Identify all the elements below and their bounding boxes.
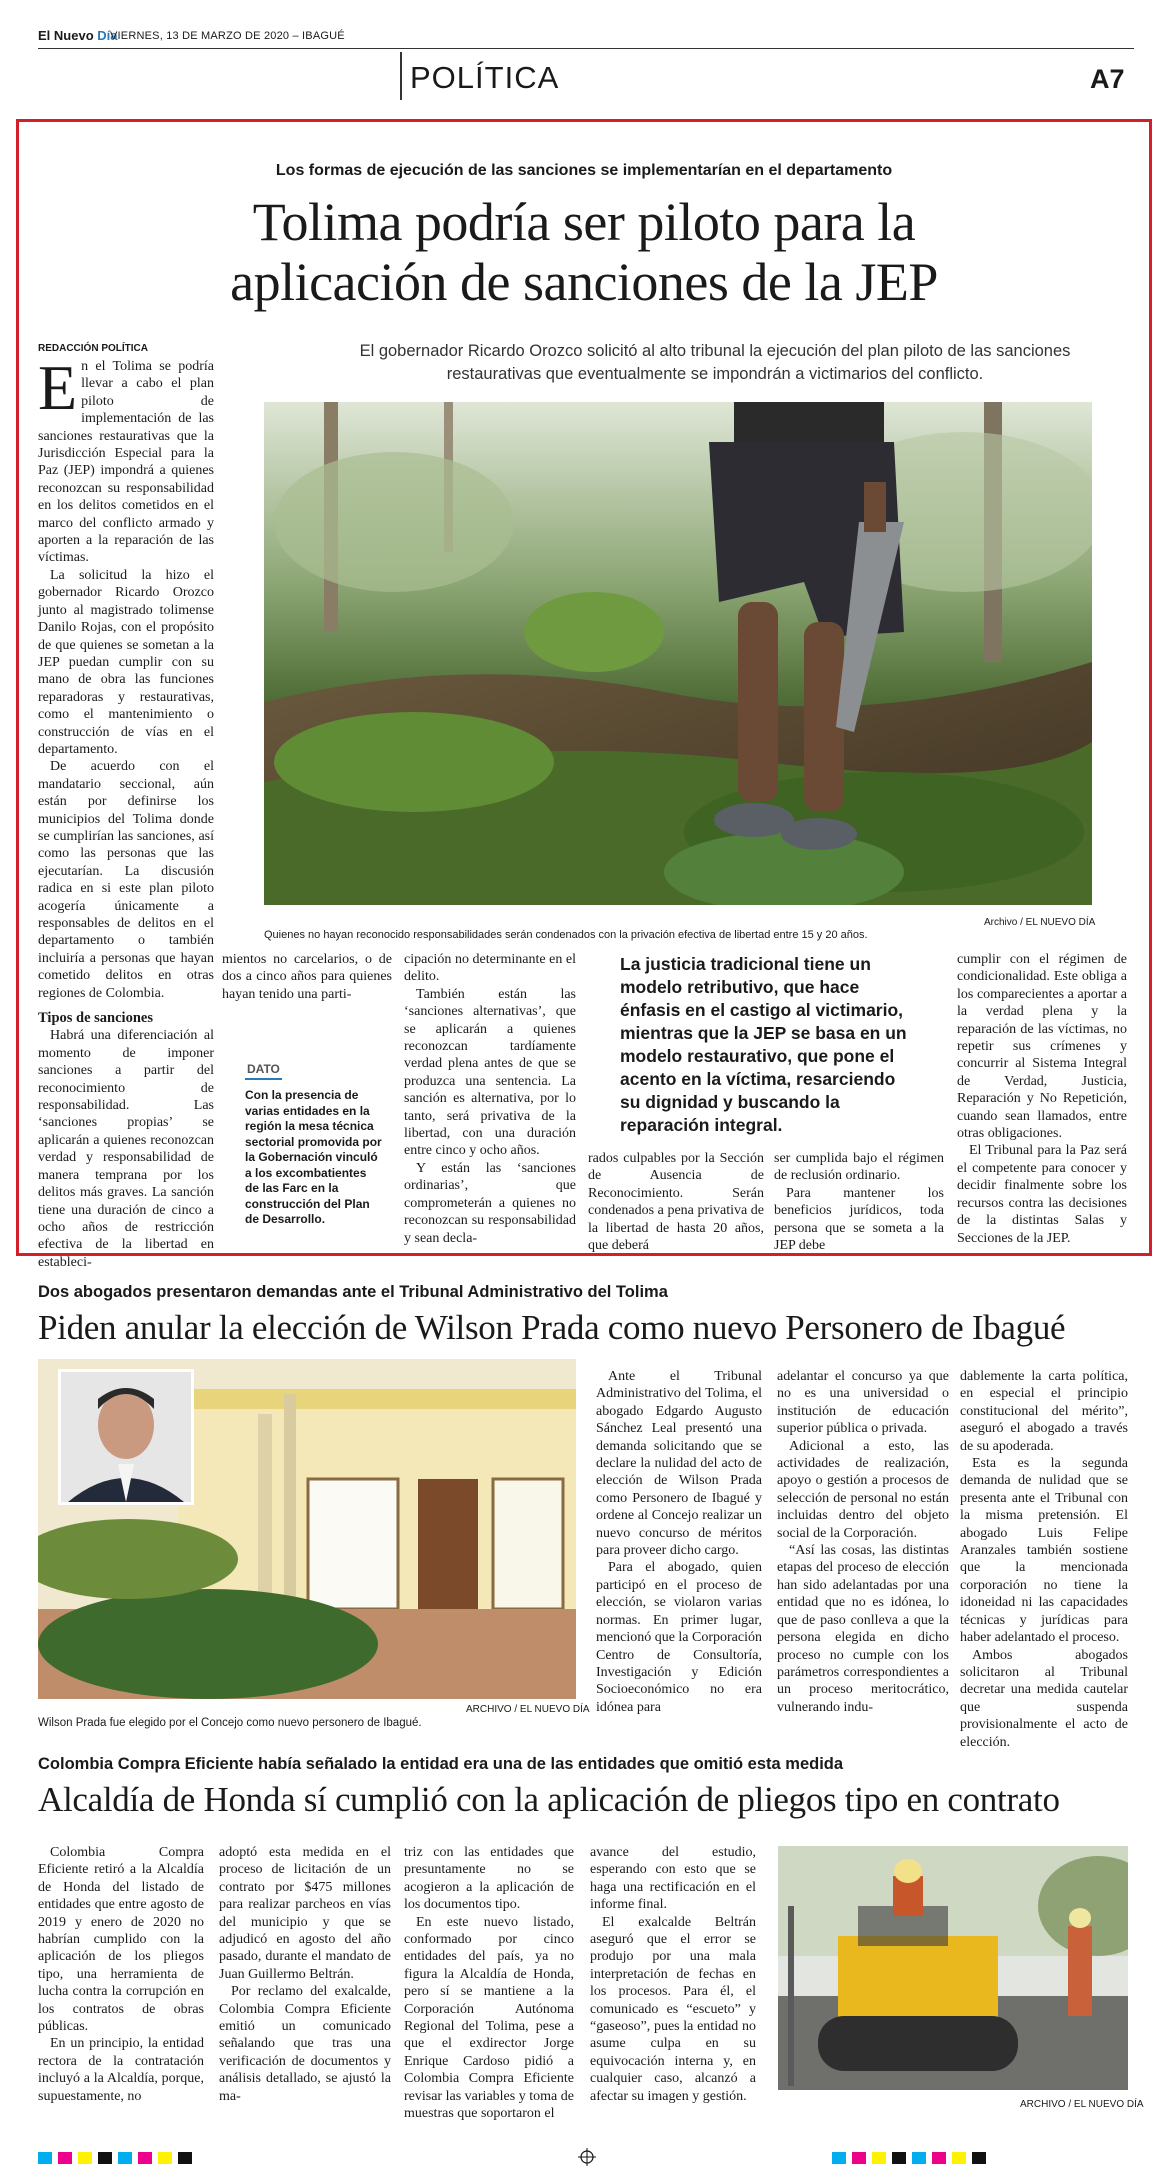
paragraph: Ambos abogados solicitaron al Tribunal decretar una medida cautelar que suspenda provisionalmente el acto de elección. xyxy=(960,1647,1128,1750)
paragraph: dablemente la carta política, en especial el principio constitucional del mérito”, aseguró el abogado a través de su apoderada. xyxy=(960,1369,1128,1454)
subhead: Tipos de sanciones xyxy=(38,1010,153,1027)
main-column-1 xyxy=(38,352,214,1271)
main-kicker: Los formas de ejecución de las sanciones se implementarían en el departamento xyxy=(275,162,893,179)
story2-column-2 xyxy=(777,1368,949,1716)
photo-road-roller xyxy=(778,1846,1128,2090)
story2-photo-credit: ARCHIVO / EL NUEVO DÍA xyxy=(466,1704,590,1715)
paragraph: Esta es la segunda demanda de nulidad que se presenta ante el Tribunal con la misma pretensión. El abogado Luis Felipe Aranzales también sostiene que la mencionada corporación no tiene la idoneidad ni las capacidades técnicas y jurídicas para haber adelantado el proceso. xyxy=(960,1456,1128,1646)
main-column-5 xyxy=(957,951,1127,1247)
yellow-swatch xyxy=(158,2152,172,2164)
yellow-swatch xyxy=(78,2152,92,2164)
print-color-bar-left xyxy=(38,2152,338,2164)
paragraph: Por reclamo del exalcalde, Colombia Compra Eficiente emitió un comunicado señalando que tras una verificación de documentos y análisis detallado, se ajustó la ma- xyxy=(219,1984,391,2104)
brand-el: El xyxy=(38,28,51,43)
main-deck: El gobernador Ricardo Orozco solicitó al alto tribunal la ejecución del plan piloto de las sanciones restaurativas que eventualmente se impondrán a victimarios del conflicto. xyxy=(359,342,1071,383)
paragraph: El Tribunal para la Paz será el competente para conocer y decidir finalmente sobre los recursos contra las decisiones de la distintas Salas y Secciones de la JEP. xyxy=(957,1143,1127,1246)
brand-nuevo: Nuevo xyxy=(53,28,94,43)
paragraph: ser cumplida bajo el régimen de reclusión ordinario. xyxy=(774,1151,944,1184)
section-title: POLÍTICA xyxy=(410,60,560,95)
page-number: A7 xyxy=(1090,64,1125,94)
black-swatch xyxy=(178,2152,192,2164)
fact-box-label: DATO xyxy=(245,1062,282,1080)
story3-column-4 xyxy=(590,1844,756,2105)
paragraph: triz con las entidades que presuntamente no se acogieron a la aplicación de los documentos tipo. xyxy=(404,1845,574,1913)
print-color-bar-right xyxy=(832,2152,1132,2164)
story2-column-1 xyxy=(596,1368,762,1716)
photo-caption: Quienes no hayan reconocido responsabilidades serán condenados con la privación efectiva de libertad entre 15 y 20 años. xyxy=(264,929,868,941)
masthead-logo xyxy=(38,28,118,43)
fact-box-text: Con la presencia de varias entidades en la región la mesa técnica sectorial promovida por la Gobernación vinculó a los excombatientes de las Farc en la construcción del Plan de Desarrollo. xyxy=(245,1088,382,1226)
paragraph: La solicitud la hizo el gobernador Ricardo Orozco junto al magistrado tolimense Danilo Rojas, con el propósito de que quienes se sometan a la JEP puedan cumplir con su mano de obra las funciones reparadoras y restaurativas, como el mantenimiento o construcción de vías en el departamento. xyxy=(38,567,214,757)
paragraph: cipación no determinante en el delito. xyxy=(404,952,576,985)
paragraph: En este nuevo listado, conformado por cinco entidades del país, ya no figura la Alcaldía de Honda, pero sí se mantiene a la Corporación Autónoma Regional del Tolima, pese a que el exdirector Jorge Enrique Cardoso pidió a Colombia Compra Eficiente revisar las variables y toma de muestras que soportaron el xyxy=(404,1914,574,2122)
story2-photo-caption: Wilson Prada fue elegido por el Concejo como nuevo personero de Ibagué. xyxy=(38,1717,422,1729)
main-photo xyxy=(264,402,1092,905)
paragraph: n el Tolima se podría llevar a cabo el plan piloto de implementación de las sanciones restaurativas que la Jurisdicción Especial para la Paz (JEP) impondrá a quienes reconozcan su responsabilidad en los delitos cometidos en el marco del conflicto armado y aporten a la reparación de las víctimas. xyxy=(38,359,214,566)
story3-column-2 xyxy=(219,1844,391,2105)
black-swatch xyxy=(972,2152,986,2164)
main-column-2 xyxy=(222,951,392,1003)
brand-dia: Día xyxy=(97,28,118,43)
paragraph: En un principio, la entidad rectora de la contratación incluyó a la Alcaldía, porque, supuestamente, no xyxy=(38,2036,204,2104)
yellow-swatch xyxy=(872,2152,886,2164)
story3-headline[interactable]: Alcaldía de Honda sí cumplió con la aplicación de pliegos tipo en contrato xyxy=(38,1780,1060,1819)
photo-building-courtyard xyxy=(38,1359,576,1699)
header-divider xyxy=(38,48,1134,49)
main-headline[interactable] xyxy=(16,192,1152,312)
paragraph: rados culpables por la Sección de Ausencia de Reconocimiento. Serán condenados a pena privativa de la libertad de hasta 20 años, que deberá xyxy=(588,1151,764,1254)
paragraph: cumplir con el régimen de condicionalidad. Este obliga a los comparecientes a aportar a la verdad plena y la reparación de las víctimas, no repetir sus crímenes y concurrir al Sistema Integral de Verdad, Justicia, Reparación y No Repetición, cuando sean llamados, entre otras obligaciones. xyxy=(957,952,1127,1142)
paragraph: Adicional a esto, las actividades de realización, apoyo o gestión a procesos de selección de personal no están incluidas dentro del objeto social de la Corporación. xyxy=(777,1438,949,1541)
cyan-swatch xyxy=(912,2152,926,2164)
cyan-swatch xyxy=(118,2152,132,2164)
registration-mark-icon xyxy=(578,2148,596,2166)
magenta-swatch xyxy=(932,2152,946,2164)
yellow-swatch xyxy=(952,2152,966,2164)
section-divider xyxy=(400,52,402,100)
main-column-3 xyxy=(404,951,576,1247)
paragraph: Ante el Tribunal Administrativo del Tolima, el abogado Edgardo Augusto Sánchez Leal presentó una demanda solicitando que se declare la nulidad del acto de elección de Wilson Prada como Personero de Ibagué y ordene al Concejo realizar un nuevo concurso de méritos para proveer dicho cargo. xyxy=(596,1369,762,1559)
drop-cap: E xyxy=(38,352,78,423)
issue-date: VIERNES, 13 DE MARZO DE 2020 – IBAGUÉ xyxy=(110,30,345,42)
paragraph: adelantar el concurso ya que no es una universidad o institución de educación superior pública o privada. xyxy=(777,1369,949,1437)
paragraph: Para el abogado, quien participó en el proceso de elección, se violaron varias normas. En primer lugar, mencionó que la Corporación Centro de Consultoría, Investigación y Edición Socioeconómico no era idónea para xyxy=(596,1560,763,1715)
cyan-swatch xyxy=(832,2152,846,2164)
paragraph: El exalcalde Beltrán aseguró que el error se produjo por una mala interpretación de fechas en los procesos. Para él, el comunicado es “escueto” y “gaseoso”, pues la entidad no asume culpa en su equivocación interna y, en cualquier caso, alcanzó a afectar su imagen y gestión. xyxy=(590,1914,756,2104)
paragraph: Y están las ‘sanciones ordinarias’, que comprometerán a quienes no reconozcan su responsabilidad y sean decla- xyxy=(404,1160,576,1246)
paragraph: “Así las cosas, las distintas etapas del proceso de elección han sido adelantadas por una entidad que no es idónea, lo que de paso conlleva a que la persona elegida en dicho proceso no cumple con los parámetros correspondientes a un proceso meritocrático, vulnerando indu- xyxy=(777,1543,949,1715)
main-column-4b xyxy=(774,1150,944,1254)
photo-man-with-machete xyxy=(264,402,1092,905)
byline: REDACCIÓN POLÍTICA xyxy=(38,343,148,354)
story3-photo xyxy=(778,1846,1128,2090)
paragraph: Habrá una diferenciación al momento de imponer sanciones a partir del reconocimiento de responsabilidad. Las ‘sanciones propias’ se aplicarán a quienes reconozcan verdad y responsabilidad de manera temprana por los delitos más graves. La sanción tiene una duración de cinco a ocho años de restricción efectiva de la libertad en estableci- xyxy=(38,1028,214,1270)
black-swatch xyxy=(98,2152,112,2164)
black-swatch xyxy=(892,2152,906,2164)
paragraph: Colombia Compra Eficiente retiró a la Alcaldía de Honda del listado de entidades que entre agosto de 2019 y enero de 2020 no habrían cumplido con la aplicación de los pliegos tipo, una herramienta de lucha contra la corrupción en los contratos de obras públicas. xyxy=(38,1845,204,2035)
story2-photo xyxy=(38,1359,576,1699)
paragraph: avance del estudio, esperando con esto que se haga una rectificación en el informe final. xyxy=(590,1845,756,1913)
paragraph: adoptó esta medida en el proceso de licitación de un contrato por $475 millones para realizar parcheos en vías del municipio y que se adjudicó en agosto del año pasado, durante el mandato de Juan Guillermo Beltrán. xyxy=(219,1845,391,1982)
story3-kicker: Colombia Compra Eficiente había señalado la entidad era una de las entidades que omitió esta medida xyxy=(38,1755,844,1773)
headline-line-1: Tolima podría ser piloto para la xyxy=(252,192,916,252)
pull-quote: La justicia tradicional tiene un modelo retributivo, que hace énfasis en el castigo al victimario, mientras que la JEP se basa en un modelo restaurativo, que pone el acento en la víctima, resarciendo su dignidad y buscando la reparación integral. xyxy=(620,954,907,1135)
photo-credit: Archivo / EL NUEVO DÍA xyxy=(984,917,1096,928)
story2-column-3 xyxy=(960,1368,1128,1751)
story3-column-3 xyxy=(404,1844,574,2123)
paragraph: Para mantener los beneficios jurídicos, toda persona que se someta a la JEP debe xyxy=(774,1185,944,1254)
headline-line-2: aplicación de sanciones de la JEP xyxy=(230,252,938,312)
story3-column-1 xyxy=(38,1844,204,2105)
cyan-swatch xyxy=(38,2152,52,2164)
paragraph: También están las ‘sanciones alternativas’, que se aplicarán a quienes reconozcan tardíamente verdad plena antes de que se produzca una sentencia. La sanción es alternativa, por lo tanto, será privativa de la libertad, con una duración entre cinco y ocho años. xyxy=(404,986,576,1159)
fact-box xyxy=(245,1060,383,1228)
paragraph: mientos no carcelarios, o de dos a cinco años para quienes hayan tenido una parti- xyxy=(222,952,392,1002)
story2-kicker: Dos abogados presentaron demandas ante el Tribunal Administrativo del Tolima xyxy=(38,1283,668,1301)
magenta-swatch xyxy=(852,2152,866,2164)
story3-photo-credit: ARCHIVO / EL NUEVO DÍA xyxy=(1020,2099,1144,2110)
magenta-swatch xyxy=(58,2152,72,2164)
magenta-swatch xyxy=(138,2152,152,2164)
paragraph: De acuerdo con el mandatario seccional, aún están por definirse los municipios del Tolima donde se cumplirían las sanciones, así como las personas que las ejecutarían. La discusión radica en si este plan piloto acogería únicamente a responsables de delitos en el departamento o también incluiría a personas que hayan cometido delitos en otras regiones de Colombia. xyxy=(38,759,214,1001)
main-column-4a xyxy=(588,1150,764,1254)
story2-headline[interactable]: Piden anular la elección de Wilson Prada como nuevo Personero de Ibagué xyxy=(38,1308,1066,1347)
